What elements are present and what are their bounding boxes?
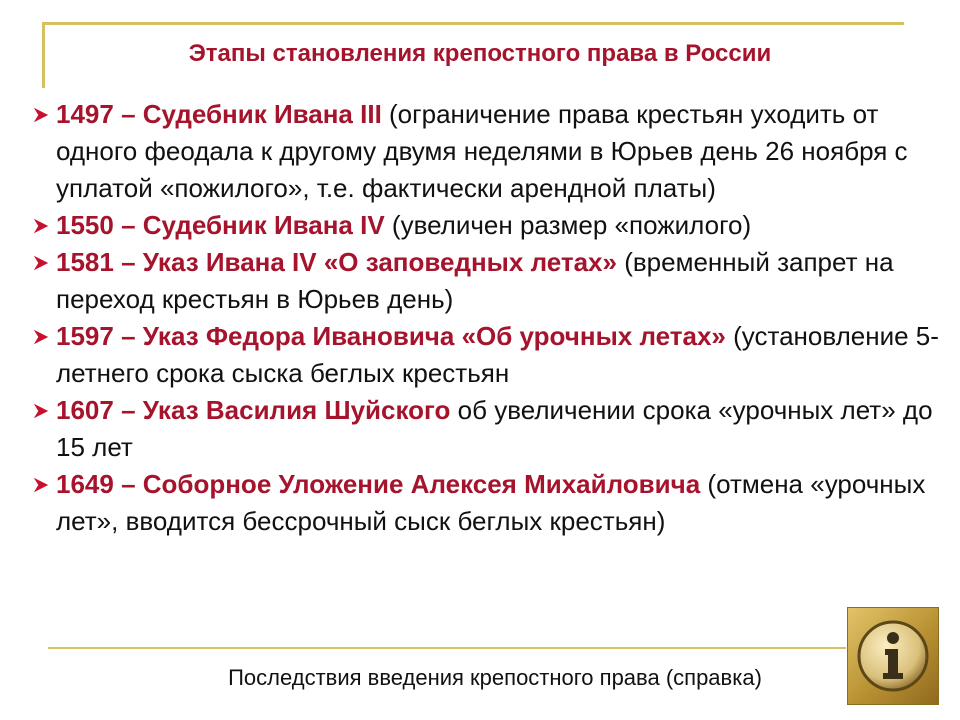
arrow-bullet-icon (32, 217, 50, 235)
stage-heading: 1649 – Соборное Уложение Алексея Михайловича (56, 469, 701, 499)
arrow-bullet-icon (32, 254, 50, 272)
stage-heading: 1550 – Судебник Ивана IV (56, 210, 385, 240)
stage-heading: 1497 – Судебник Ивана III (56, 99, 382, 129)
frame-top-line (42, 22, 904, 25)
arrow-bullet-icon (32, 328, 50, 346)
stage-heading: 1607 – Указ Василия Шуйского (56, 395, 451, 425)
frame-left-line (42, 22, 45, 88)
stage-heading: 1581 – Указ Ивана IV «О заповедных летах» (56, 247, 617, 277)
stage-description: об увеличении срока «урочных лет» до 15 лет (56, 395, 933, 462)
stage-description: (увеличен размер «пожилого) (384, 210, 752, 240)
arrow-bullet-icon (32, 402, 50, 420)
stage-description: (ограничение права крестьян уходить от одного феодала к другому двумя неделями в Юрьев день 26 ноября с уплатой «пожилого», т.е. фактически арендной платы) (56, 99, 908, 203)
list-item (32, 96, 940, 207)
stage-description: (отмена «урочных лет», вводится бессрочный сыск беглых крестьян) (56, 469, 926, 536)
stage-description: (временный запрет на переход крестьян в Юрьев день) (56, 247, 894, 314)
list-item (32, 466, 940, 540)
consequences-link[interactable]: Последствия введения крепостного права (справка) (228, 665, 762, 690)
stage-heading: 1597 – Указ Федора Ивановича «Об урочных летах» (56, 321, 726, 351)
frame-bottom-line (48, 647, 846, 649)
list-item (32, 318, 940, 392)
slide-title: Этапы становления крепостного права в России (188, 40, 772, 67)
stage-description: (установление 5-летнего срока сыска беглых крестьян (56, 321, 939, 388)
list-item (32, 392, 940, 466)
info-icon (855, 618, 931, 694)
arrow-bullet-icon (32, 476, 50, 494)
list-item (32, 207, 940, 244)
info-button[interactable] (847, 607, 939, 705)
stages-list (32, 96, 940, 540)
arrow-bullet-icon (32, 106, 50, 124)
list-item (32, 244, 940, 318)
